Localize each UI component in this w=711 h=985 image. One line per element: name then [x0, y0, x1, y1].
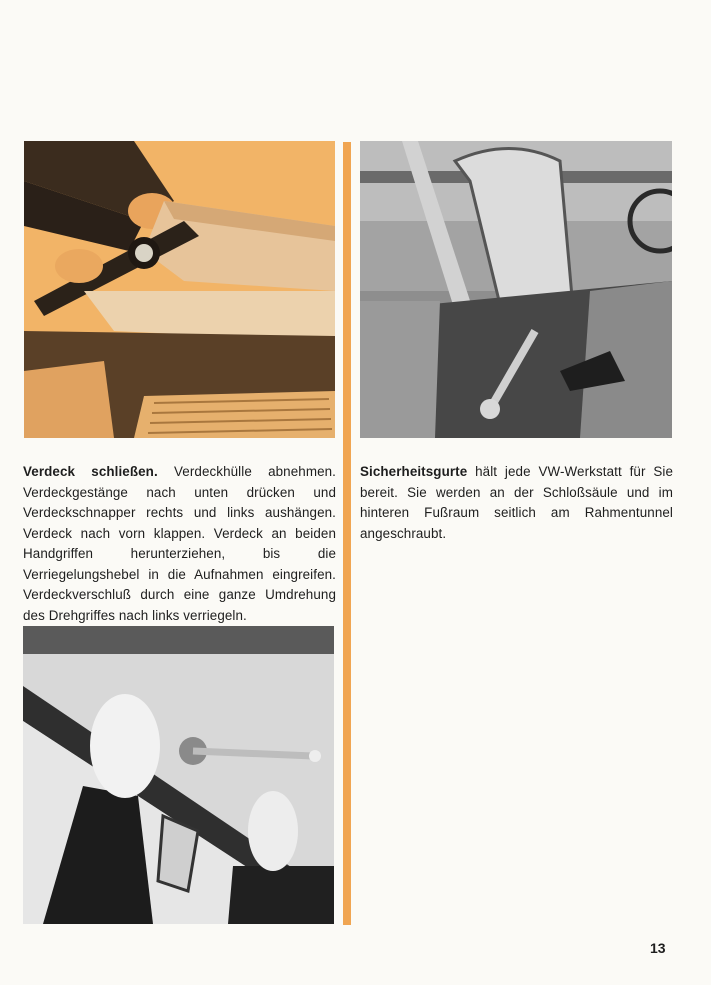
- page-number: 13: [650, 940, 666, 956]
- left-column-text: [23, 462, 336, 626]
- orange-column-divider: [343, 142, 351, 925]
- left-column-heading: Verdeck schließen.: [23, 464, 158, 479]
- photo-closing-top-hands: [24, 141, 335, 438]
- right-column-body: hält jede VW-Werkstatt für Sie bereit. Sie werden an der Schloßsäule und im hinteren Fußraum seitlich am Rahmentunnel angeschraubt.: [360, 464, 673, 541]
- right-column-heading: Sicherheitsgurte: [360, 464, 468, 479]
- left-column-body: Verdeckhülle abnehmen. Verdeckgestänge nach unten drücken und Verdeckschnapper rechts und links aushängen. Verdeck nach vorn klappen. Verdeck an beiden Handgriffen herunterziehen, bis die Verriegelungshebel in die Aufnahmen eingreifen. Verdeckverschluß durch eine ganze Umdrehung des Drehgriffes nach links verriegeln.: [23, 464, 336, 623]
- photo-seat-belt-interior: [360, 141, 672, 438]
- right-column-text: [360, 462, 673, 544]
- photo-locking-handle: [23, 626, 334, 924]
